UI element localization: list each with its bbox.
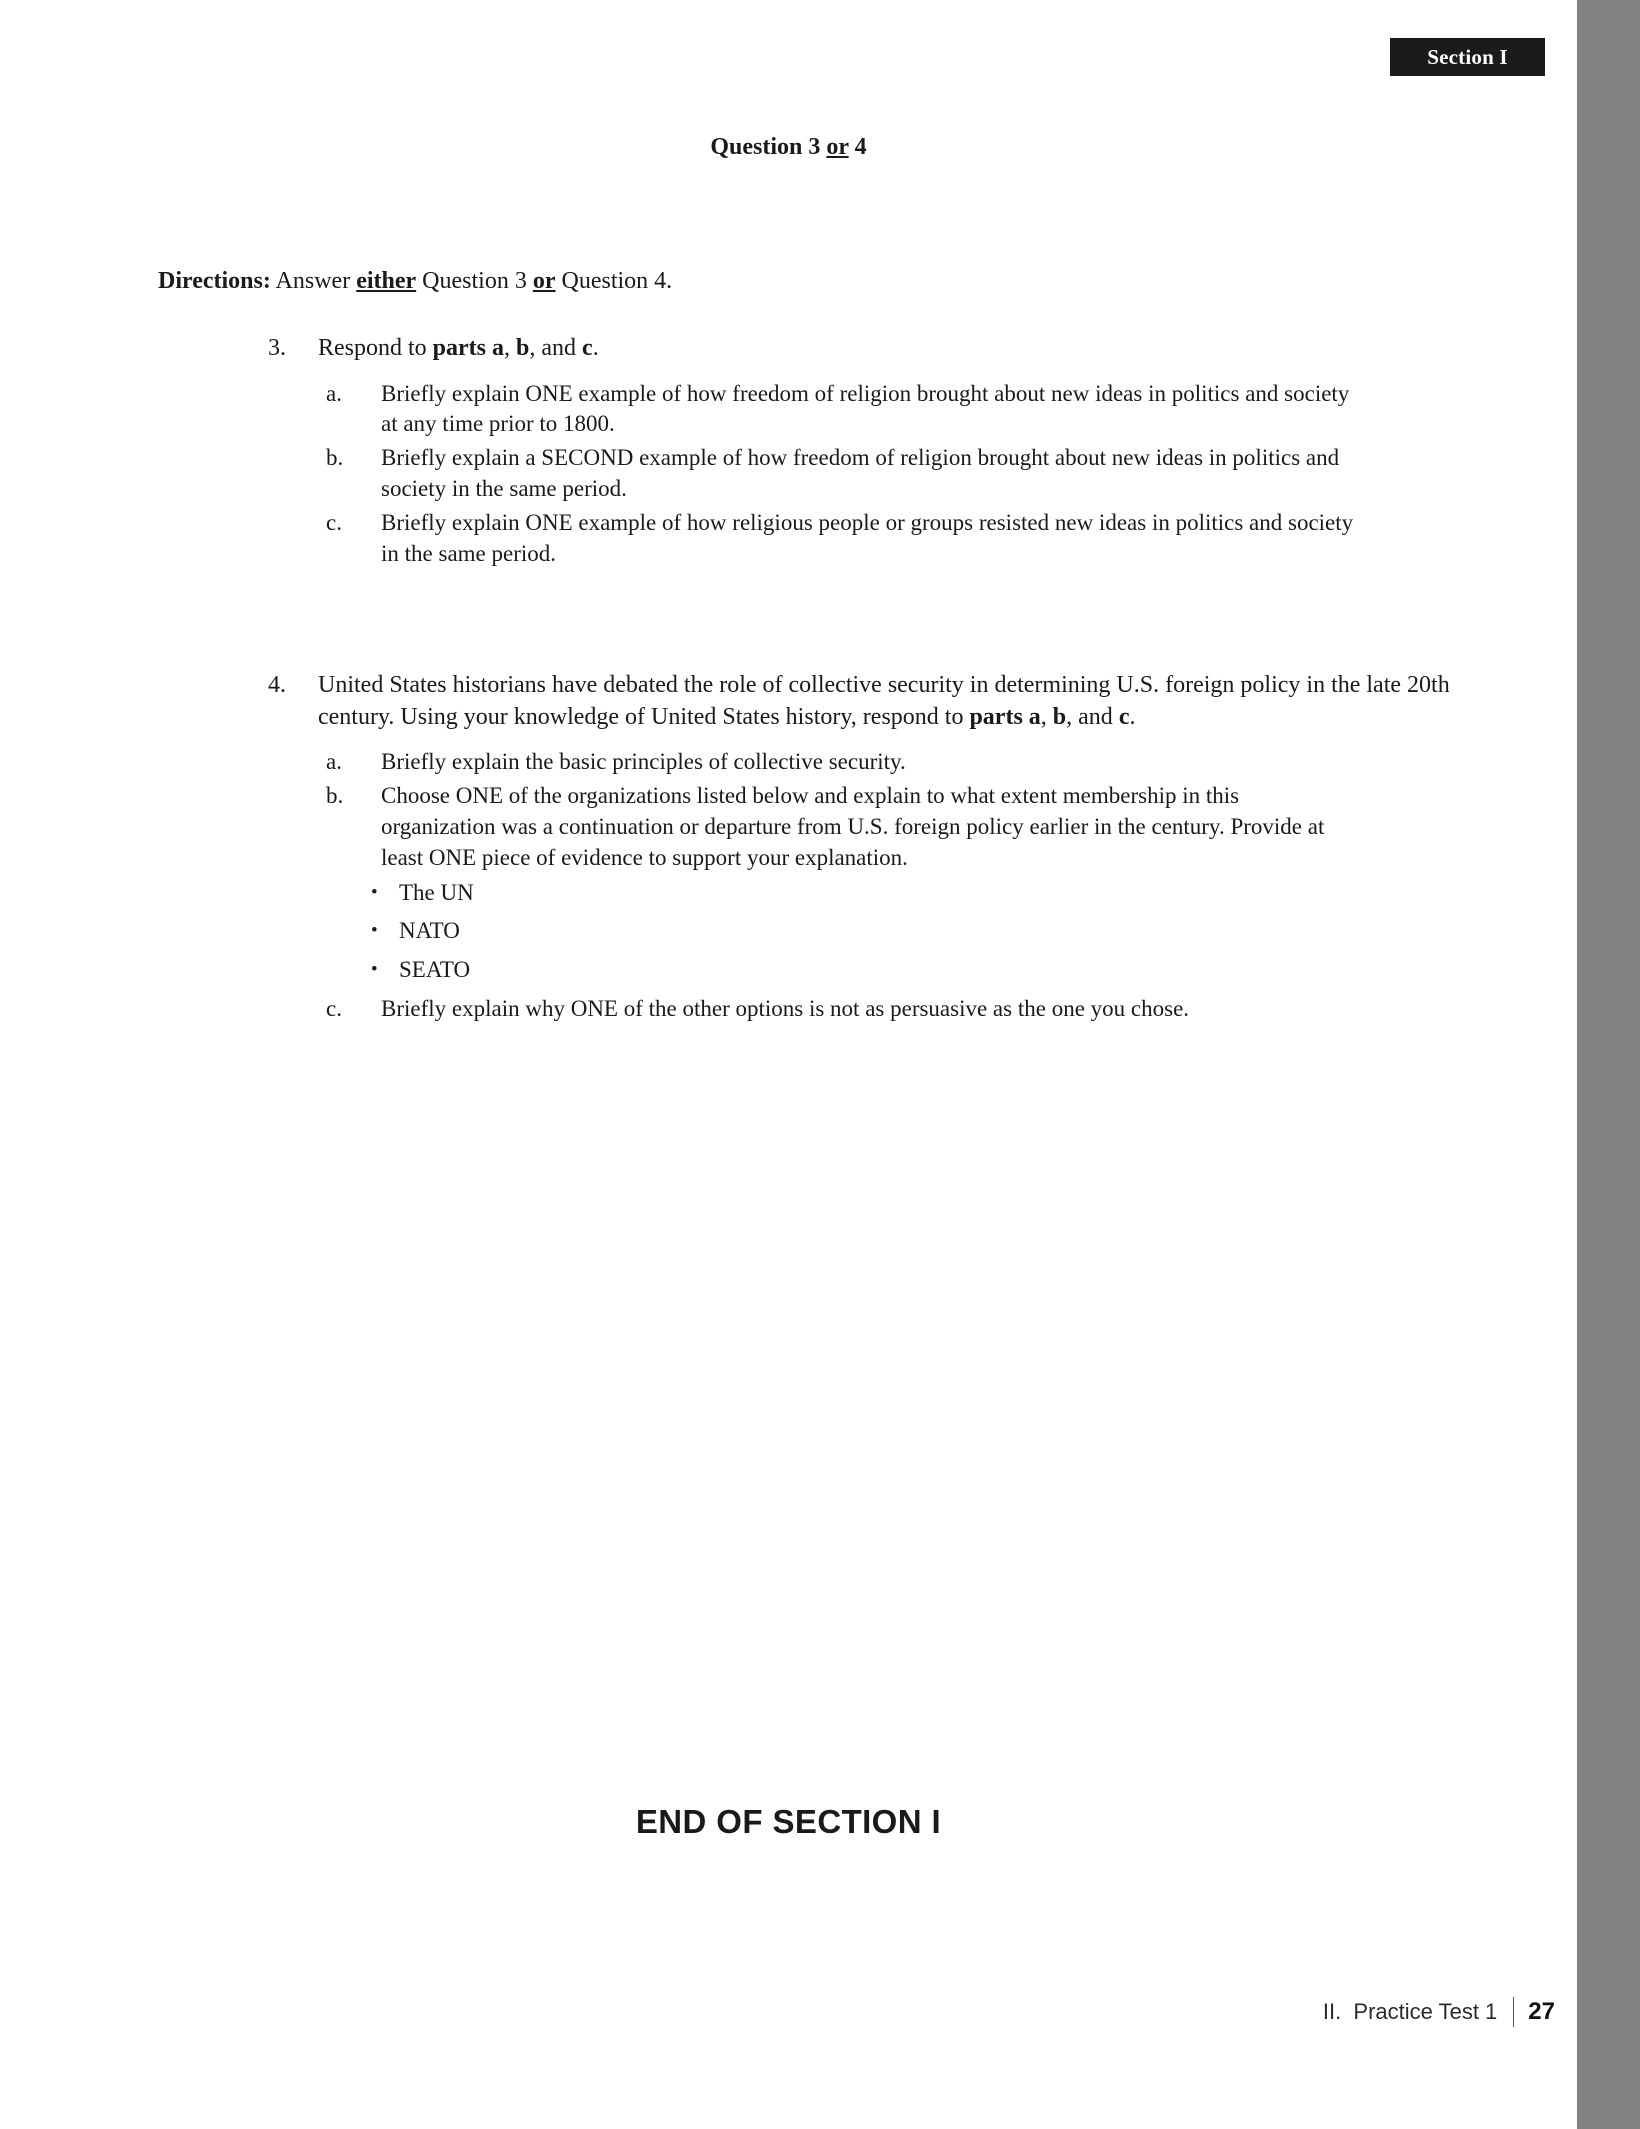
- organization-seato: SEATO: [399, 957, 471, 983]
- page-title-suffix: 4: [848, 134, 867, 160]
- list-item: [371, 955, 1518, 986]
- question-4-block: [268, 670, 1518, 1028]
- question-4-parts: [326, 747, 1518, 1025]
- question-3-stem-text: [318, 333, 1518, 365]
- question-4-part-b: [326, 781, 1518, 873]
- question-3-block: [268, 333, 1518, 573]
- question-3-part-c-text: Briefly explain ONE example of how religious people or groups resisted new ideas in politics and society in the same period.: [381, 509, 1354, 566]
- directions-text-1: Answer: [270, 268, 357, 294]
- directions-label: Directions:: [158, 268, 271, 294]
- q3-stem-part-2: ,: [504, 335, 517, 361]
- question-4-number: 4.: [268, 672, 286, 698]
- question-3-part-c: [326, 508, 1518, 570]
- page-title: [0, 134, 1577, 161]
- directions-text-2: Question 3: [416, 268, 533, 294]
- question-3-stem: [268, 333, 1518, 365]
- question-4-part-a-label: a.: [326, 749, 342, 775]
- question-3-part-b-text: Briefly explain a SECOND example of how freedom of religion brought about new ideas in politics and society in the same period.: [381, 445, 1340, 502]
- organization-nato: NATO: [399, 918, 460, 944]
- question-3-parts: [326, 379, 1518, 570]
- question-4-part-c-text: Briefly explain why ONE of the other options is not as persuasive as the one you chose.: [381, 996, 1190, 1022]
- list-item: [371, 916, 1518, 947]
- question-3-part-a-label: a.: [326, 380, 342, 406]
- question-4-part-b-text: Choose ONE of the organizations listed below and explain to what extent membership in this organization was a continuation or departure from U.S. foreign policy earlier in the century. Provide at least ONE piece of evidence to support your explanation.: [381, 783, 1325, 870]
- question-4-part-b-label: b.: [326, 783, 344, 809]
- q4-stem-part-1: United States historians have debated the role of collective security in determining U.S. foreign policy in the late 20th century. Using your knowledge of United States history, respond to: [318, 672, 1450, 730]
- end-of-section-label: END OF SECTION I: [635, 1803, 942, 1840]
- bullet-icon: •: [371, 959, 378, 981]
- q3-stem-bold-1: parts a: [432, 335, 505, 361]
- q4-stem-bold-2: b: [1052, 703, 1067, 730]
- question-3-part-c-label: c.: [326, 509, 342, 535]
- footer-chapter-label: II. Practice Test 1: [1322, 1999, 1498, 2024]
- footer-divider: [1513, 1997, 1514, 2027]
- section-tab-label: Section I: [1427, 44, 1508, 69]
- page-number: 27: [1528, 1998, 1555, 2025]
- question-3-number: 3.: [268, 335, 286, 361]
- directions-text-3: Question 4.: [555, 268, 673, 294]
- question-4-stem: [268, 670, 1518, 733]
- directions-emphasis-or: or: [532, 268, 556, 294]
- question-3-part-b-label: b.: [326, 445, 344, 471]
- list-item: [371, 878, 1518, 909]
- question-3-part-a-text: Briefly explain ONE example of how freedom of religion brought about new ideas in politics and society at any time prior to 1800.: [381, 380, 1350, 437]
- question-4-stem-text: [318, 670, 1518, 733]
- directions-emphasis-either: either: [356, 268, 417, 294]
- q3-stem-part-3: , and: [529, 335, 583, 361]
- q3-stem-bold-2: b: [516, 335, 530, 361]
- q3-stem-bold-3: c: [582, 335, 593, 361]
- q4-stem-part-2: ,: [1040, 703, 1053, 730]
- question-4-part-a: [326, 747, 1518, 778]
- right-gutter-band: [1577, 0, 1640, 2129]
- question-3-part-a: [326, 379, 1518, 441]
- q3-stem-part-1: Respond to: [318, 335, 433, 361]
- q4-stem-part-4: .: [1129, 703, 1136, 730]
- page-title-prefix: Question 3: [710, 134, 827, 160]
- page-footer: [1323, 1997, 1555, 2027]
- question-4-part-c-label: c.: [326, 996, 342, 1022]
- question-4-part-c: [326, 994, 1518, 1025]
- section-tab: [1390, 38, 1545, 76]
- page-title-emphasis: or: [826, 134, 849, 160]
- q4-stem-bold-1: parts a: [969, 703, 1041, 730]
- organization-un: The UN: [399, 879, 474, 905]
- directions-line: [158, 268, 1358, 295]
- question-4-part-a-text: Briefly explain the basic principles of collective security.: [381, 749, 906, 775]
- q4-stem-bold-3: c: [1118, 703, 1130, 730]
- q3-stem-part-4: .: [592, 335, 599, 361]
- question-3-part-b: [326, 443, 1518, 505]
- bullet-icon: •: [371, 881, 378, 903]
- question-4-organization-list: [371, 878, 1518, 986]
- bullet-icon: •: [371, 920, 378, 942]
- q4-stem-part-3: , and: [1066, 703, 1119, 730]
